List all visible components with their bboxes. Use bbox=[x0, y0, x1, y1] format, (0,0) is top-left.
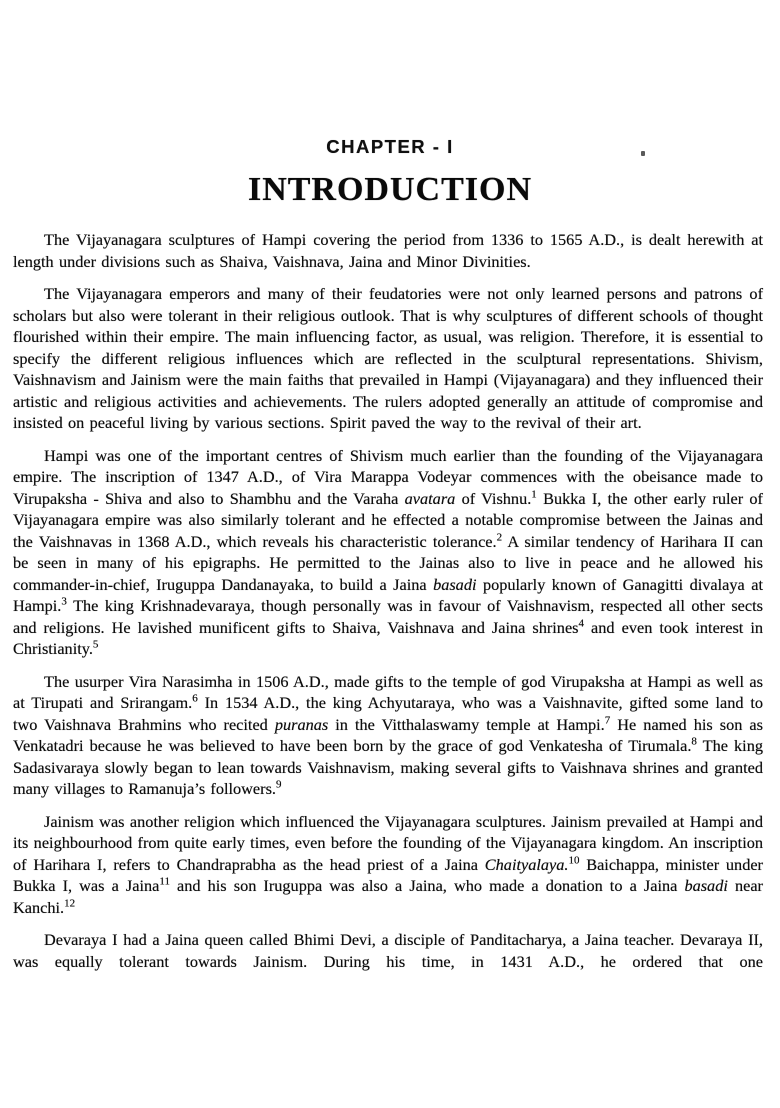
italic-term: basadi bbox=[433, 574, 477, 594]
footnote-ref: 6 bbox=[192, 692, 198, 705]
footnote-ref: 9 bbox=[276, 778, 282, 791]
footnote-ref: 12 bbox=[64, 897, 76, 910]
italic-term: basadi bbox=[684, 876, 728, 895]
footnote-ref: 1 bbox=[531, 488, 537, 501]
paragraph: Devaraya I had a Jaina queen called Bhimi Devi, a disciple of Panditacharya, a Jaina teacher. Devaraya II, was equally tolerant towards Jainism. During his time, in 1431 A.D., he ordered that one bbox=[13, 930, 763, 971]
ink-speck bbox=[641, 151, 645, 156]
paragraph: Hampi was one of the important centres of Shivism much earlier than the founding of the Vijayanagara empire. The inscription of 1347 A.D., of Vira Marappa Vodeyar commences with the obeisance made to Virupaksha - Shiva and also to Shambhu and the Varaha avatara of Vishnu.$^1$ Bukka I, the other early ruler of Vijayanagara empire was also similarly tolerant and he effected a notable compromise between the Jainas and the Vaishnavas in 1368 A.D., which reveals his characteristic tolerance.$^2$ A similar tendency of Harihara II can be seen in many of his epigraphs. He permitted to the Jainas also to live in peace and he allowed his commander-in-chief, Iruguppa Dandanayaka, to build a Jaina basadi popularly known of Ganagitti divalaya at Hampi.$^3$ The king Krishnadevaraya, though personally was in favour of Vaishnavism, respected all other sects and religions. He lavished munificent gifts to Shaiva, Vaishnava and Jaina shrines$^4$ and even took interest in Christianity.$^5$ bbox=[13, 445, 764, 658]
page-title: INTRODUCTION bbox=[247, 171, 533, 208]
footnote-ref: 5 bbox=[92, 638, 99, 651]
paragraph: The Vijayanagara sculptures of Hampi covering the period from 1336 to 1565 A.D., is dealt herewith at length under divisions such as Shaiva, Vaishnava, Jaina and Minor Divinities. bbox=[13, 230, 763, 271]
footnote-ref: 3 bbox=[61, 595, 67, 608]
italic-term: Chaityalaya. bbox=[484, 854, 569, 874]
footnote-ref: 7 bbox=[604, 714, 611, 727]
italic-term: avatara bbox=[404, 488, 456, 508]
paragraph: The usurper Vira Narasimha in 1506 A.D., made gifts to the temple of god Virupaksha at Hampi as well as at Tirupati and Srirangam.$^6$ In 1534 A.D., the king Achyutaraya, who was a Vaishnavite, gifted some land to two Vaishnava Brahmins who recited puranas in the Vitthalaswamy temple at Hampi.$^7$ He named his son as Venkatadri because he was believed to have been born by the grace of god Venkatesha of Tirumala.$^8$ The king Sadasivaraya slowly began to lean towards Vaishnavism, making several gifts to Vaishnava shrines and granted many villages to Ramanuja’s followers.$^9$ bbox=[13, 671, 763, 798]
body-text bbox=[13, 229, 763, 972]
footnote-ref: 8 bbox=[691, 735, 697, 748]
italic-term: puranas bbox=[274, 714, 329, 734]
footnote-ref: 2 bbox=[496, 531, 503, 544]
paragraph: Jainism was another religion which influenced the Vijayanagara sculptures. Jainism prevailed at Hampi and its neighbourhood from quite early times, even before the founding of the Vijayanagara kingdom. An inscription of Harihara I, refers to Chandraprabha as the head priest of a Jaina Chaityalaya.$^{10}$ Baichappa, minister under Bukka I, was a Jaina$^{11}$ and his son Iruguppa was also a Jaina, who made a donation to a Jaina basadi near Kanchi.$^{12}$ bbox=[13, 811, 763, 917]
footnote-ref: 11 bbox=[159, 875, 170, 888]
paragraph: The Vijayanagara emperors and many of their feudatories were not only learned persons and patrons of scholars but also were tolerant in their religious outlook. That is why sculptures of different schools of thought flourished within their empire. The main influencing factor, as usual, was religion. Therefore, it is essential to specify the different religious influences which are reflected in the sculptural representations. Shivism, Vaishnavism and Jainism were the main faiths that prevailed in Hampi (Vijayanagara) and they influenced their artistic and religious activities and achievements. The rulers adopted generally an attitude of compromise and insisted on peaceful living by various sections. Spirit paved the way to the revival of their art. bbox=[13, 284, 763, 432]
footnote-ref: 4 bbox=[578, 617, 585, 630]
chapter-heading: CHAPTER - I bbox=[326, 136, 454, 157]
footnote-ref: 10 bbox=[568, 854, 580, 867]
